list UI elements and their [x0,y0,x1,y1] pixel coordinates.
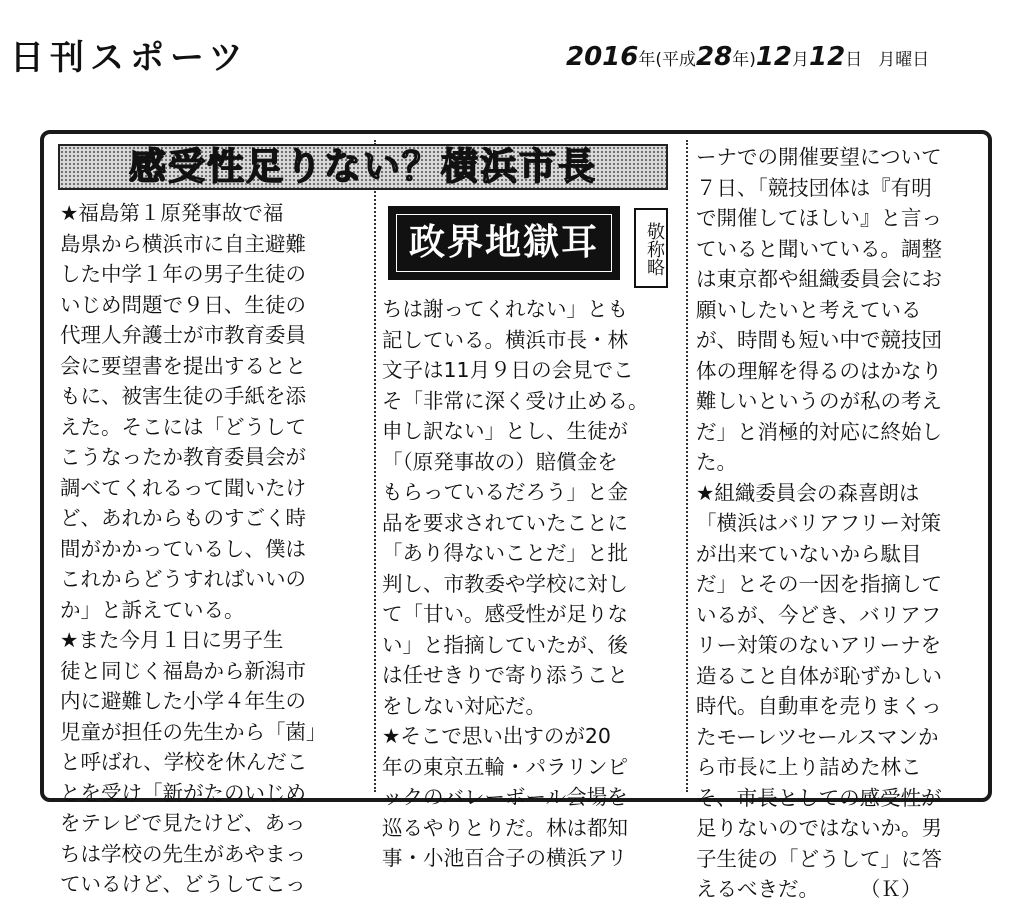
text-line: 児童が担任の先生から「菌」 [60,719,327,744]
date-year: 2016 [566,42,639,72]
text-line: 内に避難した小学４年生の [60,689,306,713]
text-line: 「あり得ないことだ」と批 [382,541,628,565]
text-line: ★また今月１日に男子生 [60,628,284,652]
column-title-logo [388,206,620,280]
text-line: が出来ていないから駄目 [696,541,922,566]
text-line: 造ること自体が恥ずかしい [696,663,942,688]
text-line: と呼ばれ、学校を休んだこ [60,750,308,774]
text-line: 足りないのではないか。男 [696,816,942,840]
text-line: ーナでの開催要望について [696,145,942,169]
text-line: 願いしたいと考えている [696,297,922,322]
text-line: 「（原発事故の）賠償金を [382,449,618,474]
article-column-2 [382,294,674,870]
text-line: 会に要望書を提出するとと [60,353,306,378]
honorific-omitted-note: 敬称略 [634,208,668,288]
text-line: 判し、市教委や学校に対し [382,571,628,596]
text-line: いるが、今どき、バリアフ [696,602,942,627]
text-line: ら市長に上り詰めた林こ [696,755,922,779]
text-line: 文子は11月９日の会見でこ [382,358,634,382]
text-line: こうなったか教育委員会が [60,445,306,469]
text-line: そ、市長としての感受性が [696,785,942,810]
date-year-suffix: 年(平成 [638,50,697,70]
text-line: 難しいというのが私の考え [696,389,942,413]
text-line: とを受け「新がたのいじめ [60,780,306,805]
text-line: 子生徒の「どうして」に答 [696,846,942,871]
text-line: えるべきだ。 （Ｋ） [696,877,922,901]
text-line: 品を要求されていたことに [382,510,628,535]
text-line: もらっているだろう」と金 [382,480,628,504]
text-line: ちは学校の先生があやまっ [60,841,306,866]
date-day: 12 [809,42,846,72]
text-line: ているけど、どうしてこっ [60,872,306,896]
article-column-3 [696,142,988,901]
text-line: は任せきりで寄り添うこと [382,663,628,687]
text-line: いじめ問題で９日、生徒の [60,292,306,317]
column-divider-1 [374,140,376,792]
text-line: て「甘い。感受性が足りな [382,602,628,626]
dateline [566,44,929,73]
text-line: 申し訳ない」とし、生徒が [382,419,628,443]
text-line: えた。そこには「どうして [60,414,306,439]
text-line: た。 [696,450,737,474]
text-line: だ」と消極的対応に終始し [696,419,942,444]
date-heisei-suffix: 年) [732,50,756,70]
column-title-text: 政界地獄耳 [396,214,612,272]
text-line: 代理人弁護士が市教育委員 [60,323,306,347]
article-headline: 感受性足りない？横浜市長 [58,144,668,190]
date-month-suffix: 月 [792,50,810,70]
text-line: した中学１年の男子生徒の [60,262,306,286]
date-day-suffix: 日 [845,50,863,70]
text-line: ていると聞いている。調整 [696,236,942,261]
text-line: で開催してほしい』と言っ [696,206,942,230]
text-line: をしない対応だ。 [382,693,546,718]
date-weekday: 月曜日 [878,50,930,70]
text-line: か」と訴えている。 [60,597,245,622]
text-line: 時代。自動車を売りまくっ [696,694,942,718]
text-line: これからどうすればいいの [60,567,306,591]
article-column-1 [60,198,362,896]
text-line: ちは謝ってくれない」とも [382,297,628,321]
text-line: ★福島第１原発事故で福 [60,201,284,225]
text-line: は東京都や組織委員会にお [696,267,942,291]
text-line: そ「非常に深く受け止める。 [382,388,649,413]
text-line: 巡るやりとりだ。林は都知 [382,815,628,840]
text-line: 調べてくれるって聞いたけ [60,475,306,500]
text-line: ックのバレーボール会場を [382,785,628,809]
text-line: 徒と同じく福島から新潟市 [60,658,306,683]
text-line: 「横浜はバリアフリー対策 [696,511,942,535]
newspaper-masthead: 日刊スポーツ [10,38,249,78]
text-line: い」と指摘していたが、後 [382,632,628,657]
text-line: リー対策のないアリーナを [696,633,942,657]
text-line: ★組織委員会の森喜朗は [696,480,920,505]
text-line: をテレビで見たけど、あっ [60,811,306,835]
text-line: 年の東京五輪・パラリンピ [382,754,628,779]
text-line: ７日、「競技団体は『有明 [696,175,932,200]
text-line: 記している。横浜市長・林 [382,327,628,352]
article-clipping [40,130,992,901]
text-line: だ」とその一因を指摘して [696,572,942,596]
date-heisei-year: 28 [696,42,733,72]
column-divider-2 [686,140,688,792]
text-line: が、時間も短い中で競技団 [696,328,942,352]
text-line: もに、被害生徒の手紙を添 [60,384,306,408]
text-line: 間がかかっているし、僕は [60,536,306,561]
date-month: 12 [755,42,793,72]
text-line: たモーレツセールスマンか [696,724,939,749]
text-line: 島県から横浜市に自主避難 [60,231,306,256]
text-line: 体の理解を得るのはかなり [696,358,942,383]
text-line: ど、あれからものすごく時 [60,506,306,530]
text-line: 事・小池百合子の横浜アリ [382,846,628,870]
text-line: ★そこで思い出すのが20 [382,724,611,748]
